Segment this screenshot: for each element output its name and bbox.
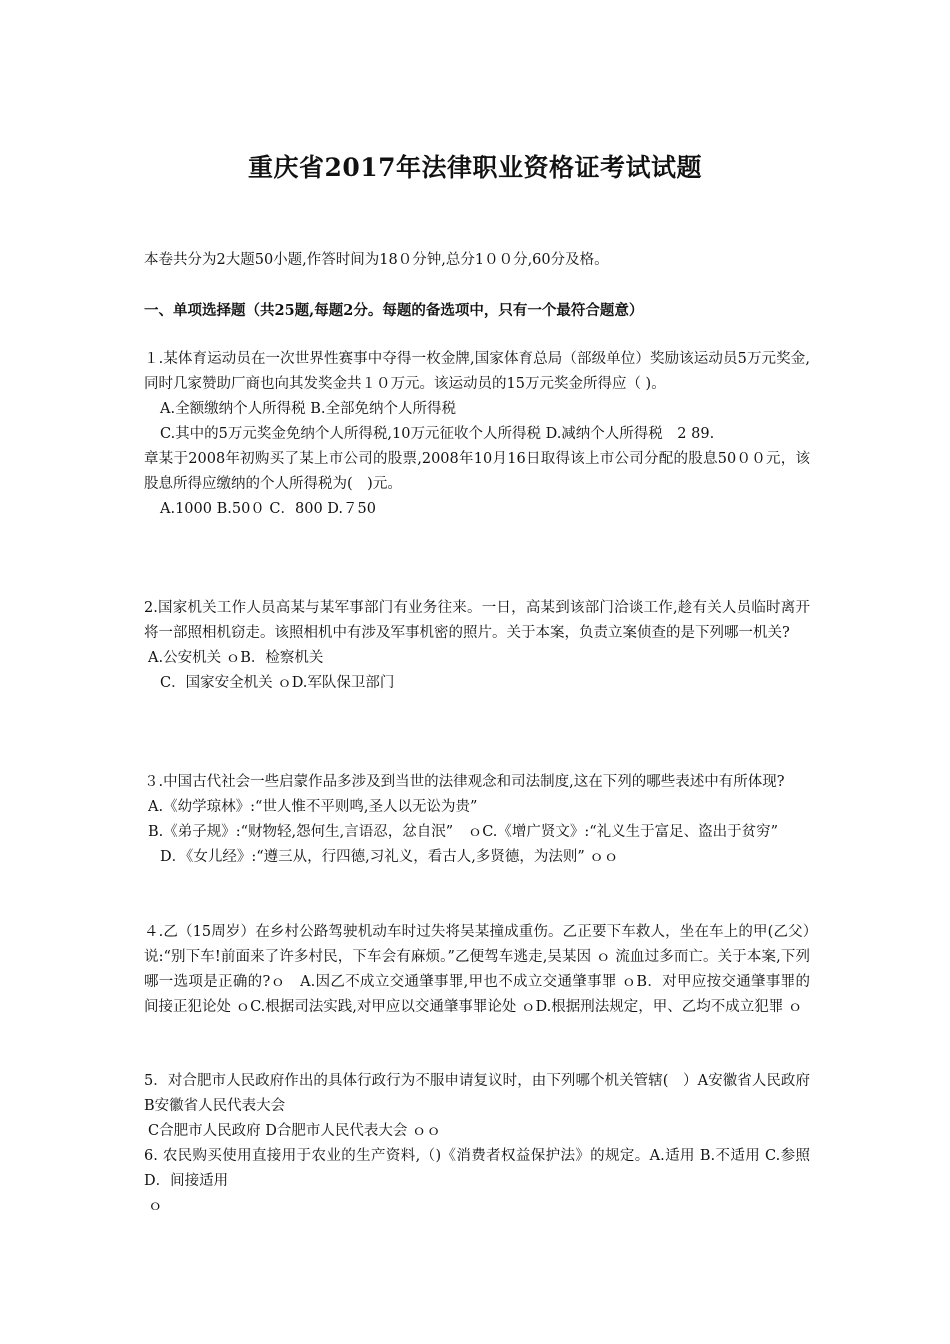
question-3 <box>144 770 810 870</box>
q1-options-cd: C.其中的5万元奖金免纳个人所得税,10万元征收个人所得税 D.减纳个人所得税 2 89. <box>160 426 715 442</box>
q3-stem: ３.中国古代社会一些启蒙作品多涉及到当世的法律观念和司法制度,这在下列的哪些表述中有所体现? <box>144 774 785 790</box>
q5-stem: 5．对合肥市人民政府作出的具体行政行为不服申请复议时，由下列哪个机关管辖( ）A安徽省人民政府 B安徽省人民代表大会 <box>144 1073 810 1114</box>
q4-stem: ４.乙（15周岁）在乡村公路驾驶机动车时过失将吴某撞成重伤。乙正要下车救人，坐在车上的甲(乙父）说:“别下车!前面来了许多村民，下车会有麻烦。”乙便驾车逃走,吴某因 ｏ 流血过多而亡。关于本案,下列哪一选项是正确的?ｏ A.因乙不成立交通肇事罪,甲也不成立交通肇事罪 ｏB．对甲应按交通肇事罪的间接正犯论处 ｏC.根据司法实践,对甲应以交通肇事罪论处 ｏD.根据刑法规定，甲、乙均不成立犯罪 ｏ <box>144 924 810 1015</box>
q5-options-cd: C合肥市人民政府 D合肥市人民代表大会 ｏｏ <box>148 1123 441 1139</box>
q3-option-a: A.《幼学琼林》:“世人惟不平则鸣,圣人以无讼为贵” <box>148 799 478 815</box>
q6-trailing-mark: ｏ <box>148 1198 163 1214</box>
intro-text: 本卷共分为2大题50小题,作答时间为18０分钟,总分1００分,60分及格。 <box>144 252 609 268</box>
q3-option-d: D．《女儿经》:“遵三从，行四德,习礼义，看古人,多贤德，为法则” ｏｏ <box>160 849 619 865</box>
question-6 <box>144 1144 825 1219</box>
exam-intro <box>144 248 810 273</box>
question-1 <box>144 347 810 522</box>
question-4 <box>144 920 810 1020</box>
question-2 <box>144 596 810 696</box>
q1-options-ab: A.全额缴纳个人所得税 B.全部免纳个人所得税 <box>160 401 456 417</box>
q2-stem: 2.国家机关工作人员高某与某军事部门有业务往来。一日，高某到该部门洽谈工作,趁有关人员临时离开将一部照相机窃走。该照相机中有涉及军事机密的照片。关于本案，负责立案侦查的是下列哪一机关? <box>144 600 810 641</box>
document-title: 重庆省2017年法律职业资格证考试试题 <box>247 153 703 182</box>
question-5 <box>144 1069 810 1144</box>
q2-options-cd: C．国家安全机关 ｏD.军队保卫部门 <box>160 675 395 691</box>
q6-stem: 6. 农民购买使用直接用于农业的生产资料,（)《消费者权益保护法》的规定。A.适用 B.不适用 C.参照 D．间接适用 <box>144 1148 825 1189</box>
section-heading <box>144 298 810 323</box>
q1-stem-2: 章某于2008年初购买了某上市公司的股票,2008年10月16日取得该上市公司分配的股息50００元，该股息所得应缴纳的个人所得税为( )元。 <box>144 451 810 492</box>
q1-stem: １.某体育运动员在一次世界性赛事中夺得一枚金牌,国家体育总局（部级单位）奖励该运动员5万元奖金,同时几家赞助厂商也向其发奖金共１０万元。该运动员的15万元奖金所得应（ )。 <box>144 351 810 392</box>
section1-heading: 一、单项选择题（共25题,每题2分。每题的备选项中，只有一个最符合题意） <box>144 302 644 319</box>
q2-options-ab: A.公安机关 ｏB．检察机关 <box>148 650 324 666</box>
q1-options-2: A.1000 B.50０ C．800 D.７50 <box>160 501 376 517</box>
q3-options-bc: B.《弟子规》:“财物轻,怨何生,言语忍，忿自泯” ｏC.《增广贤文》:“礼义生于富足、盗出于贫穷” <box>148 824 779 840</box>
